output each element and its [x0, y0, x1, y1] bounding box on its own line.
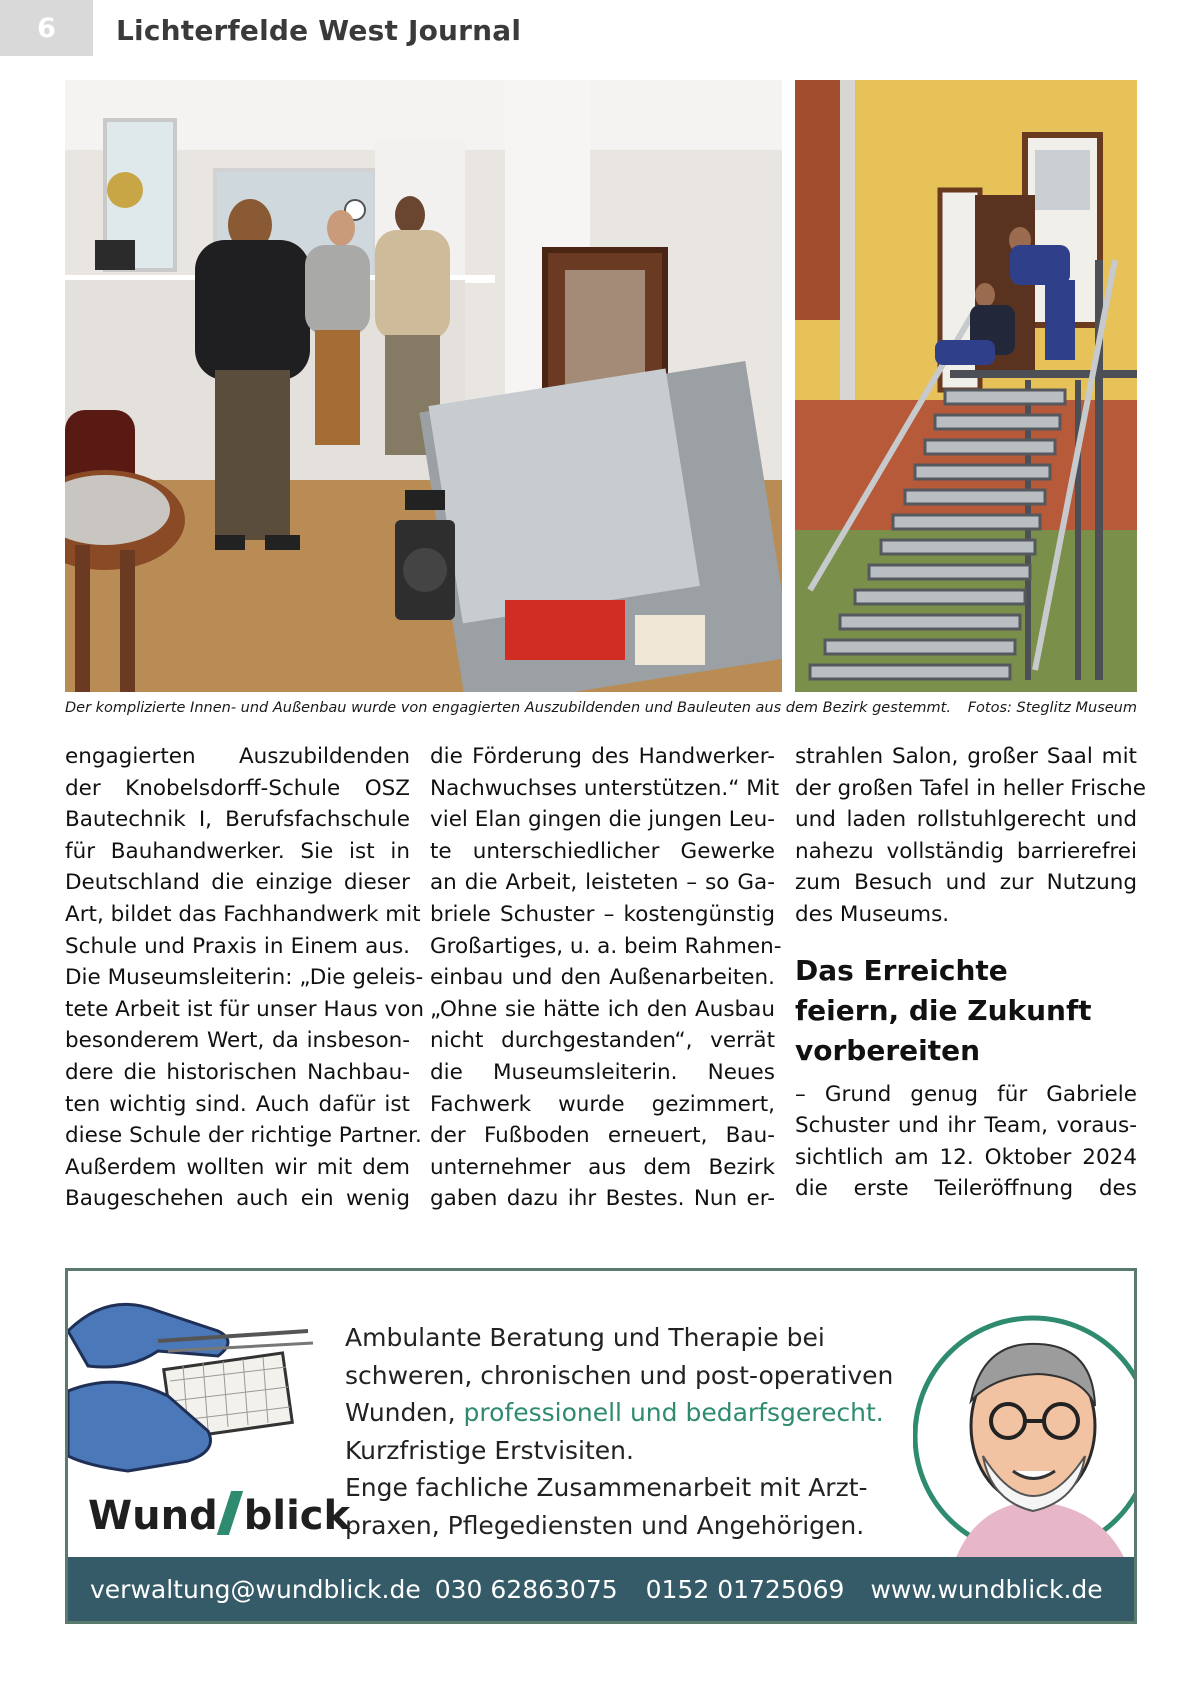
advertisement-wundblick: [65, 1268, 1137, 1624]
logo-text-wund: Wund: [88, 1493, 218, 1539]
article-line: nahezu vollständig barrierefrei: [795, 838, 1137, 864]
article-line: zum Besuch und zur Nutzung: [795, 870, 1137, 896]
heading-line: Das Erreichte: [795, 953, 1008, 987]
article-line: diese Schule der richtige Partner.: [65, 1123, 422, 1149]
article-line: Bautechnik I, Berufsfachschule: [65, 807, 410, 833]
article-line: die erste Teileröffnung des: [795, 1176, 1137, 1202]
ad-line: Enge fachliche Zusammenarbeit mit Arzt-: [345, 1473, 868, 1502]
photo-staircase: [795, 80, 1137, 692]
article-line: briele Schuster – kostengünstig: [430, 901, 775, 927]
logo-slash-icon: [217, 1491, 243, 1535]
section-heading: [795, 951, 1137, 1071]
heading-line: vorbereiten: [795, 1033, 981, 1067]
portrait-illustration: [913, 1306, 1137, 1566]
photo-workshop: [65, 80, 782, 692]
ad-highlight: professionell und bedarfsgerecht.: [463, 1398, 884, 1427]
article-line: Deutschland die einzige dieser: [65, 870, 410, 896]
photo-caption: [65, 700, 1137, 716]
ad-copy: [345, 1319, 893, 1544]
caption-credit: Fotos: Steglitz Museum: [967, 700, 1137, 716]
article-column-2: [430, 741, 782, 1215]
article-line: an die Arbeit, leisteten – so Ga-: [430, 870, 775, 896]
article-line: der großen Tafel in heller Frische: [795, 775, 1146, 801]
article-line: – Grund genug für Gabriele: [795, 1081, 1137, 1107]
article-line: Baugeschehen auch ein wenig: [65, 1186, 410, 1212]
article-line: unternehmer aus dem Bezirk: [430, 1154, 775, 1180]
article-line: für Bauhandwerker. Sie ist in: [65, 838, 410, 864]
wundblick-logo: [88, 1491, 350, 1539]
article-line: des Museums.: [795, 901, 950, 927]
article-line: dere die historischen Nachbau-: [65, 1059, 410, 1085]
article-line: Art, bildet das Fachhandwerk mit: [65, 901, 421, 927]
ad-line: [345, 1394, 893, 1432]
ad-line-part: Wunden,: [345, 1398, 464, 1427]
article-line: „Ohne sie hätte ich den Ausbau: [430, 996, 775, 1022]
article-line: einbau und den Außenarbeiten.: [430, 965, 775, 991]
article-line: strahlen Salon, großer Saal mit: [795, 744, 1137, 769]
article-line: die Förderung des Handwerker-: [430, 744, 775, 769]
logo-text-blick: blick: [243, 1493, 351, 1539]
article-line: Die Museumsleiterin: „Die geleis-: [65, 965, 424, 991]
ad-line: Kurzfristige Erstvisiten.: [345, 1435, 634, 1465]
article-line: Außerdem wollten wir mit dem: [65, 1154, 410, 1180]
article-line: besonderem Wert, da insbeson-: [65, 1028, 410, 1054]
ad-line: praxen, Pflegediensten und Angehörigen.: [345, 1510, 865, 1540]
article-line: und laden rollstuhlgerecht und: [795, 807, 1137, 833]
article-line: tete Arbeit ist für unser Haus von: [65, 996, 424, 1022]
caption-text: Der komplizierte Innen- und Außenbau wurde von engagierten Auszubildenden und Bauleuten aus dem Bezirk gestemmt.: [65, 700, 951, 716]
phone-landline[interactable]: 030 62863075: [434, 1574, 618, 1604]
email-link[interactable]: verwaltung@wundblick.de: [90, 1574, 421, 1604]
ad-line: schweren, chronischen und post-operativen: [345, 1360, 894, 1390]
article-line: Großartiges, u. a. beim Rahmen-: [430, 933, 782, 959]
article-line: viel Elan gingen die jungen Leu-: [430, 807, 775, 833]
heading-line: feiern, die Zukunft: [795, 993, 1092, 1027]
ad-contact-bar: [68, 1557, 1134, 1621]
article-line: te unterschiedlicher Gewerke: [430, 838, 775, 864]
article-line: nicht durchgestanden“, verrät: [430, 1028, 775, 1054]
article-line: der Knobelsdorff-Schule OSZ: [65, 775, 410, 801]
page-number: 6: [0, 0, 93, 56]
article-line: engagierten Auszubildenden: [65, 744, 410, 769]
article-line: Fachwerk wurde gezimmert,: [430, 1091, 775, 1117]
article-line: ten wichtig sind. Auch dafür ist: [65, 1091, 410, 1117]
website-link[interactable]: www.wundblick.de: [870, 1574, 1103, 1604]
gloved-hands-illustration: [68, 1271, 338, 1481]
article-line: die Museumsleiterin. Neues: [430, 1059, 775, 1085]
article-line: der Fußboden erneuert, Bau-: [430, 1123, 775, 1149]
article-line: Schule und Praxis in Einem aus.: [65, 933, 410, 959]
article-line: gaben dazu ihr Bestes. Nun er-: [430, 1186, 775, 1212]
journal-title: Lichterfelde West Journal: [116, 14, 522, 47]
article-line: Nachwuchses unterstützen.“ Mit: [430, 775, 780, 801]
article-column-1: [65, 741, 424, 1215]
ad-line: Ambulante Beratung und Therapie bei: [345, 1323, 825, 1352]
article-line: Schuster und ihr Team, voraus-: [795, 1113, 1137, 1139]
article-column-3: [795, 741, 1146, 1205]
article-line: sichtlich am 12. Oktober 2024: [795, 1144, 1137, 1170]
phone-mobile[interactable]: 0152 01725069: [645, 1574, 845, 1604]
